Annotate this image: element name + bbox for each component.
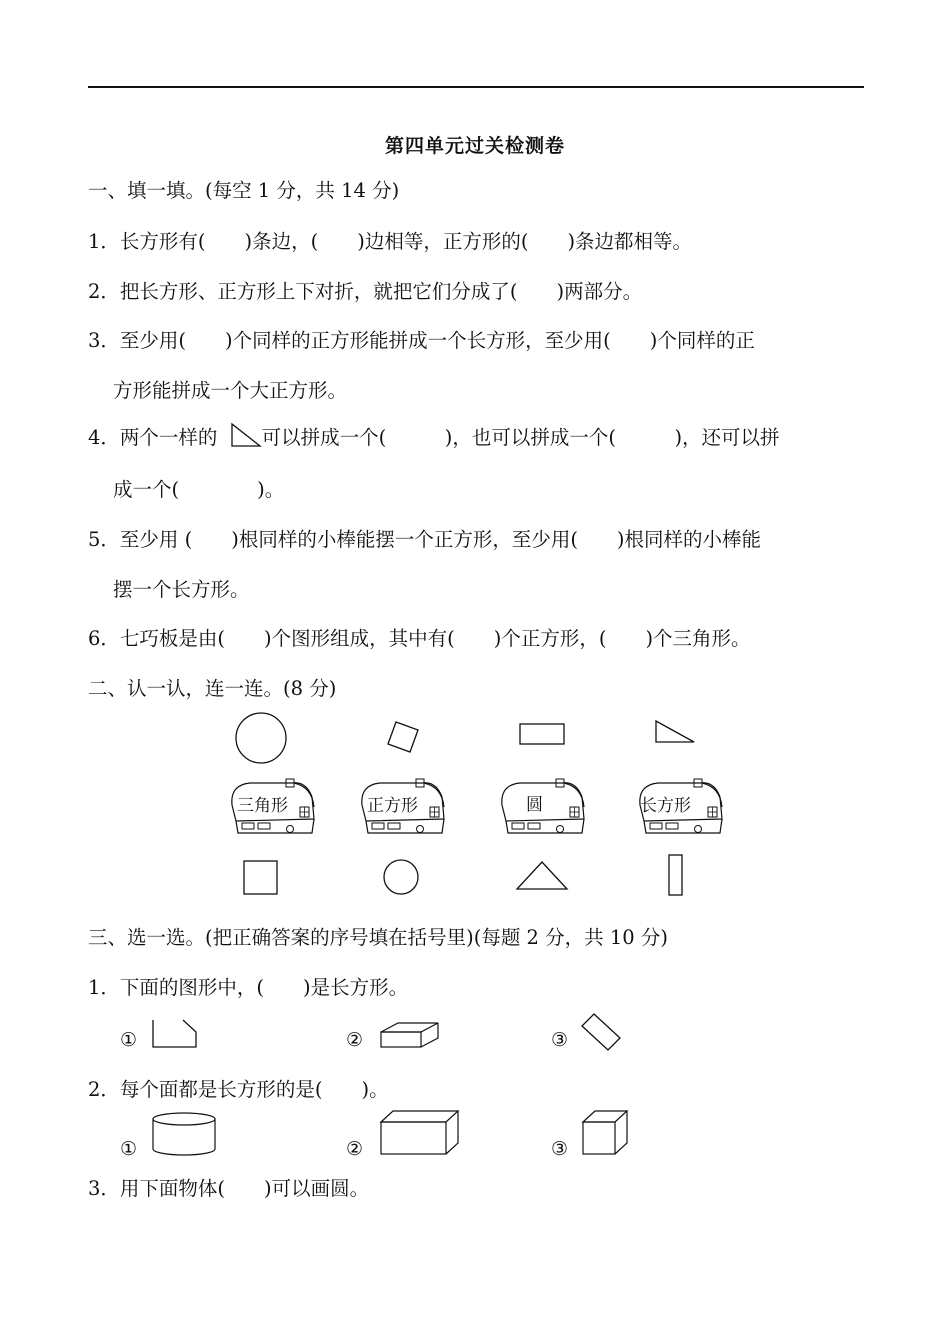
house-icon-3 bbox=[496, 777, 590, 837]
q3-1-option-2-mark: ② bbox=[346, 1029, 364, 1051]
house-label-3: 圆 bbox=[526, 795, 543, 815]
circle-shape-top bbox=[234, 711, 290, 767]
question-1-2: 2．把长方形、正方形上下对折，就把它们分成了( )两部分。 bbox=[88, 280, 643, 303]
house-label-4: 长方形 bbox=[640, 796, 691, 816]
tall-rectangle-shape-bottom bbox=[667, 853, 685, 897]
question-1-3-line2: 方形能拼成一个大正方形。 bbox=[113, 379, 348, 402]
question-1-4-part2: 可以拼成一个( )，也可以拼成一个( )，还可以拼 bbox=[261, 426, 780, 449]
question-1-5-line1: 5．至少用 ( )根同样的小棒能摆一个正方形，至少用( )根同样的小棒能 bbox=[88, 528, 762, 551]
header-rule bbox=[88, 86, 864, 88]
question-1-4-line1 bbox=[88, 422, 780, 451]
page-title: 第四单元过关检测卷 bbox=[384, 135, 565, 157]
q3-2-option-1-mark: ① bbox=[120, 1138, 138, 1160]
question-1-4-part1: 4．两个一样的 bbox=[88, 426, 218, 449]
circle-shape-bottom bbox=[382, 858, 422, 898]
square-shape-bottom bbox=[242, 859, 280, 897]
cylinder-icon bbox=[150, 1111, 220, 1159]
q3-1-option-3-shape bbox=[580, 1012, 624, 1052]
section3-heading: 三、选一选。(把正确答案的序号填在括号里)(每题 2 分，共 10 分) bbox=[88, 926, 668, 949]
question-1-4-line2: 成一个( )。 bbox=[113, 478, 285, 501]
house-label-1: 三角形 bbox=[237, 796, 288, 816]
cuboid-icon bbox=[378, 1108, 462, 1158]
section2-heading: 二、认一认，连一连。(8 分) bbox=[88, 677, 337, 700]
section1-heading: 一、填一填。(每空 1 分，共 14 分) bbox=[88, 179, 400, 202]
question-3-3: 3．用下面物体( )可以画圆。 bbox=[88, 1177, 370, 1200]
question-3-1: 1．下面的图形中，( )是长方形。 bbox=[88, 976, 409, 999]
question-1-6: 6．七巧板是由( )个图形组成，其中有( )个正方形，( )个三角形。 bbox=[88, 627, 751, 650]
house-label-2: 正方形 bbox=[367, 796, 418, 816]
q3-2-option-2-mark: ② bbox=[346, 1138, 364, 1160]
question-3-2: 2．每个面都是长方形的是( )。 bbox=[88, 1078, 389, 1101]
question-1-5-line2: 摆一个长方形。 bbox=[113, 578, 250, 601]
tilted-square-shape-top bbox=[380, 714, 430, 764]
triangle-shape-bottom bbox=[514, 860, 570, 892]
question-1-1: 1．长方形有( )条边，( )边相等，正方形的( )条边都相等。 bbox=[88, 230, 693, 253]
q3-1-option-2-shape bbox=[378, 1020, 442, 1050]
q3-1-option-3-mark: ③ bbox=[551, 1029, 569, 1051]
right-triangle-icon bbox=[230, 422, 262, 448]
triangle-shape-top bbox=[652, 718, 698, 746]
rectangle-shape-top bbox=[518, 722, 568, 748]
q3-2-option-3-mark: ③ bbox=[551, 1138, 569, 1160]
question-1-3-line1: 3．至少用( )个同样的正方形能拼成一个长方形，至少用( )个同样的正 bbox=[88, 329, 755, 352]
cube-icon bbox=[580, 1108, 632, 1158]
q3-1-option-1-mark: ① bbox=[120, 1029, 138, 1051]
q3-1-option-1-shape bbox=[150, 1018, 202, 1050]
